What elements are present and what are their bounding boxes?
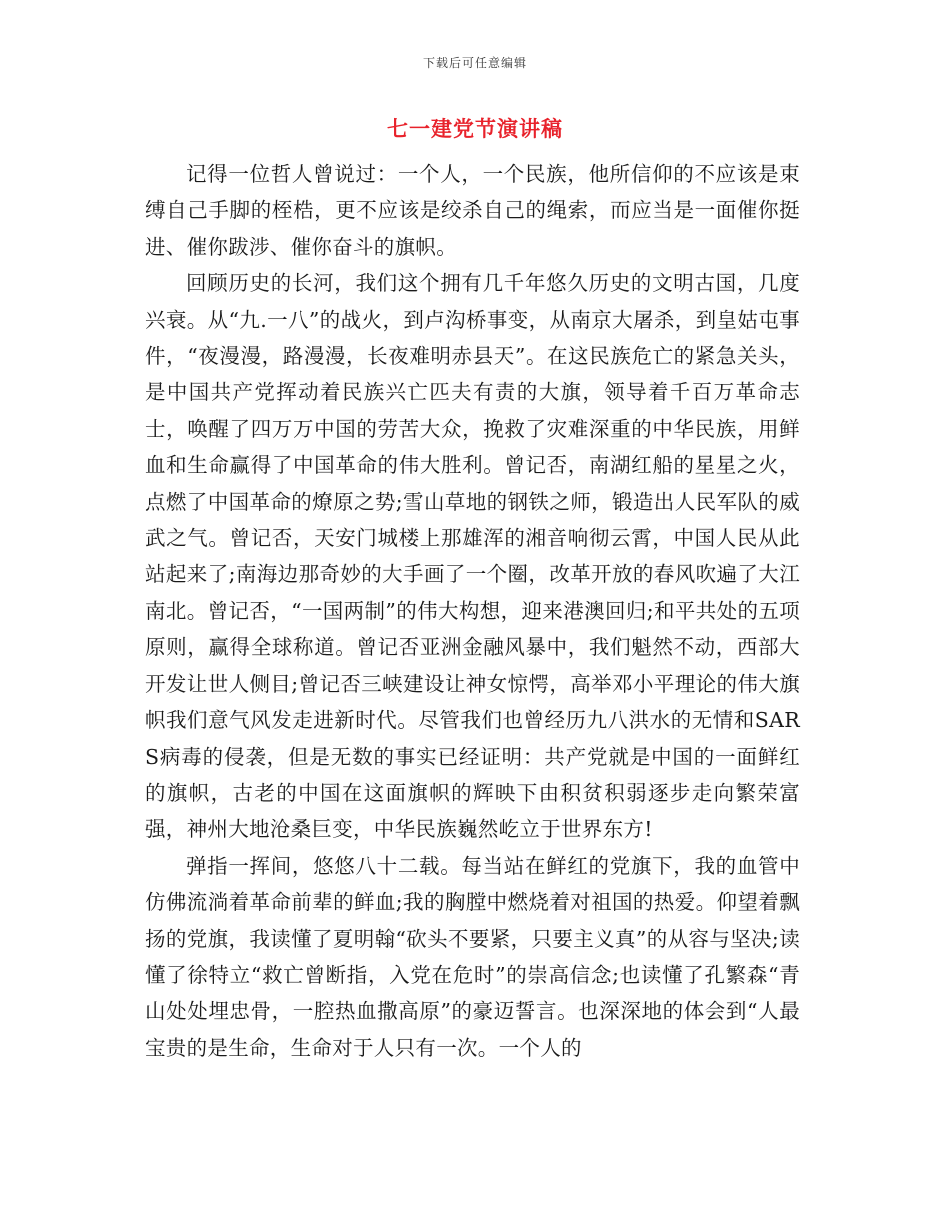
- paragraph: 回顾历史的长河，我们这个拥有几千年悠久历史的文明古国，几度兴衰。从“九.一八”的战火，到卢沟桥事变，从南京大屠杀，到皇姑屯事件，“夜漫漫，路漫漫，长夜难明赤县天”。在这民族危亡的紧急关头，是中国共产党挥动着民族兴亡匹夫有责的大旗，领导着千百万革命志士，唤醒了四万万中国的劳苦大众，挽救了灾难深重的中华民族，用鲜血和生命赢得了中国革命的伟大胜利。曾记否，南湖红船的星星之火，点燃了中国革命的燎原之势;雪山草地的钢铁之师，锻造出人民军队的威武之气。曾记否，天安门城楼上那雄浑的湘音响彻云霄，中国人民从此站起来了;南海边那奇妙的大手画了一个圈，改革开放的春风吹遍了大江南北。曾记否，“一国两制”的伟大构想，迎来港澳回归;和平共处的五项原则，赢得全球称道。曾记否亚洲金融风暴中，我们魁然不动，西部大开发让世人侧目;曾记否三峡建设让神女惊愕，高举邓小平理论的伟大旗帜我们意气风发走进新时代。尽管我们也曾经历九八洪水的无情和SARS病毒的侵袭，但是无数的事实已经证明：共产党就是中国的一面鲜红的旗帜，古老的中国在这面旗帜的辉映下由积贫积弱逐步走向繁荣富强，神州大地沧桑巨变，中华民族巍然屹立于世界东方!: [145, 271, 800, 842]
- header-note: 下载后可任意编辑: [422, 56, 527, 70]
- paragraph: 弹指一挥间，悠悠八十二载。每当站在鲜红的党旗下，我的血管中仿佛流淌着革命前辈的鲜血;我的胸膛中燃烧着对祖国的热爱。仰望着飘扬的党旗，我读懂了夏明翰“砍头不要紧，只要主义真”的从容与坚决;读懂了徐特立“救亡曾断指，入党在危时”的崇高信念;也读懂了孔繁森“青山处处埋忠骨，一腔热血撒高原”的豪迈誓言。也深深地的体会到“人最宝贵的是生命，生命对于人只有一次。一个人的: [145, 853, 800, 1060]
- document-body: [145, 156, 800, 1066]
- paragraph: 记得一位哲人曾说过：一个人，一个民族，他所信仰的不应该是束缚自己手脚的桎梏，更不应该是绞杀自己的绳索，而应当是一面催你挺进、催你跋涉、催你奋斗的旗帜。: [145, 162, 800, 259]
- document-title: 七一建党节演讲稿: [387, 116, 563, 141]
